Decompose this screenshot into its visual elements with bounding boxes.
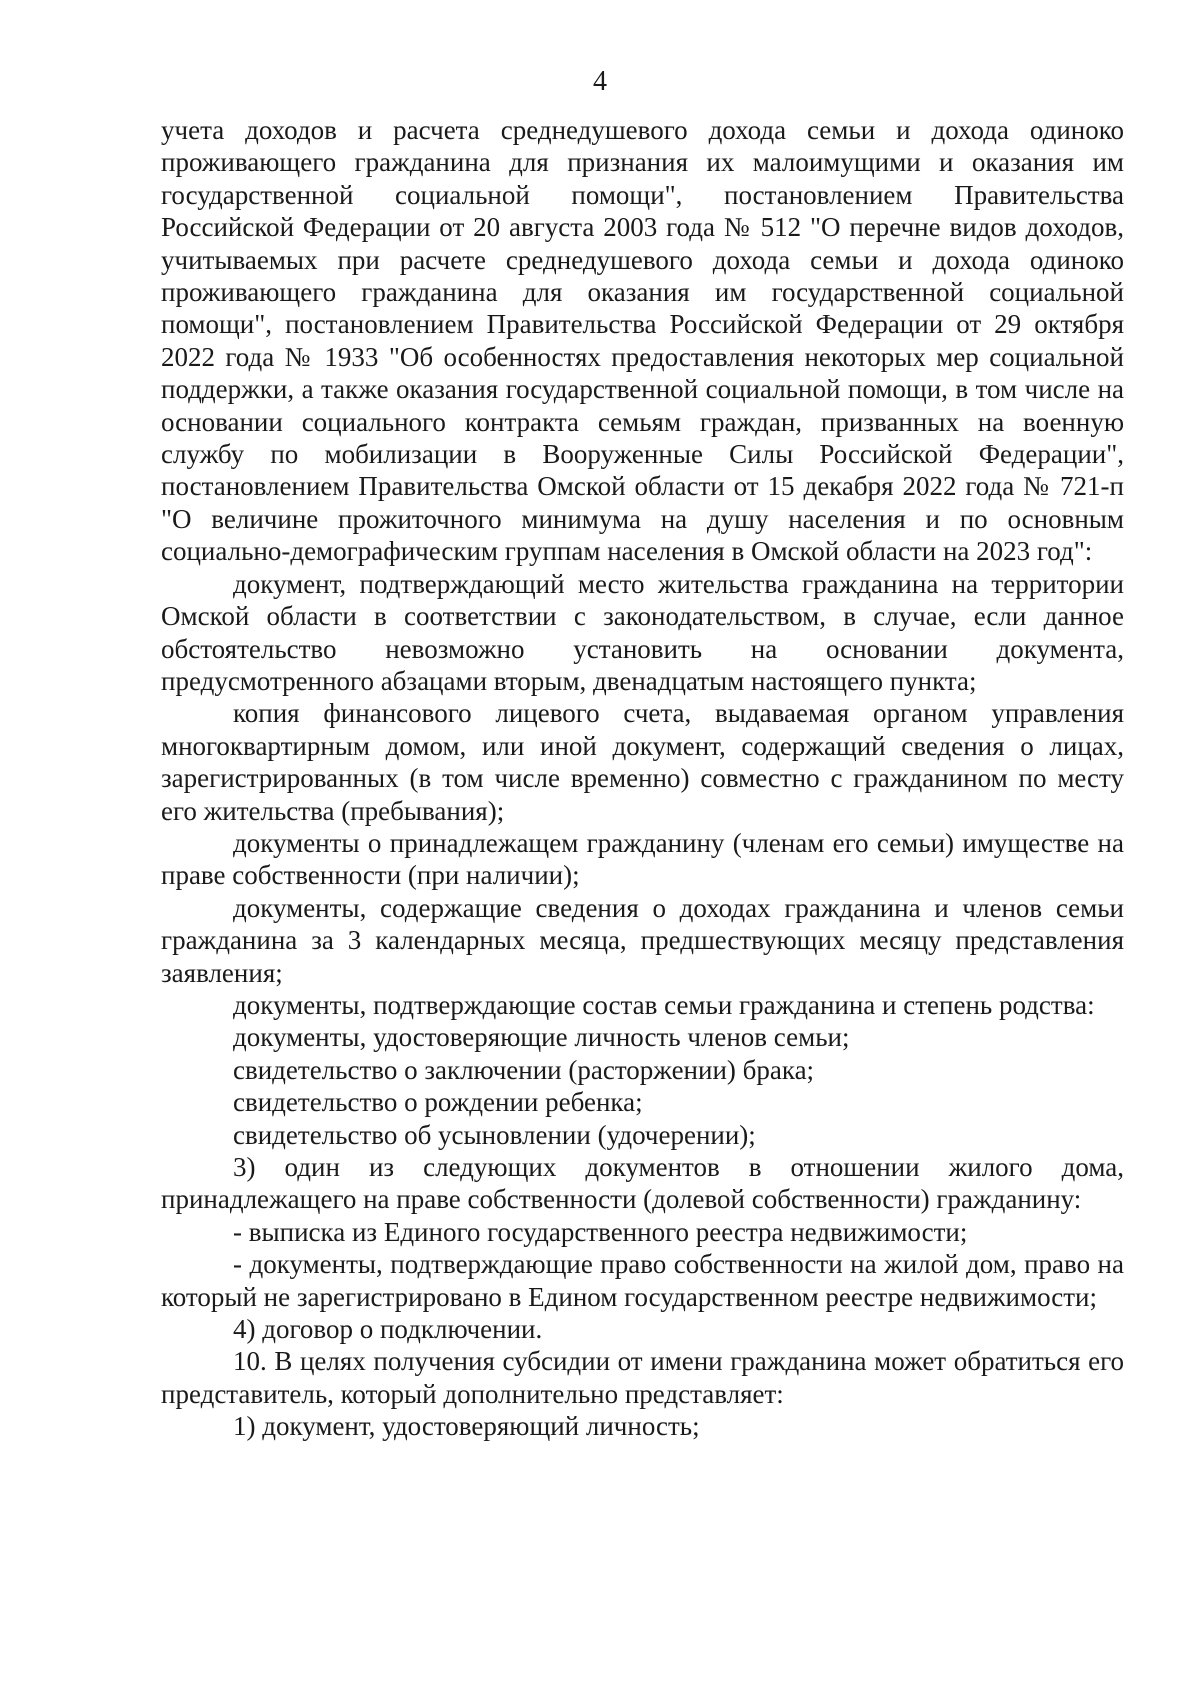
paragraph: документы, содержащие сведения о доходах гражданина и членов семьи гражданина за 3 календарных месяца, предшествующих месяцу представления заявления; [161, 892, 1124, 988]
document-body [161, 114, 1124, 1443]
paragraph: учета доходов и расчета среднедушевого дохода семьи и дохода одиноко проживающего гражданина для признания их малоимущими и оказания им государственной социальной помощи", постановлением Правительства Российской Федерации от 20 августа 2003 года № 512 "О перечне видов доходов, учитываемых при расчете среднедушевого дохода семьи и дохода одиноко проживающего гражданина для оказания им государственной социальной помощи", постановлением Правительства Российской Федерации от 29 октября 2022 года № 1933 "Об особенностях предоставления некоторых мер социальной поддержки, а также оказания государственной социальной помощи, в том числе на основании социального контракта семьям граждан, призванных на военную службу по мобилизации в Вооруженные Силы Российской Федерации", постановлением Правительства Омской области от 15 декабря 2022 года № 721-п "О величине прожиточного минимума на душу населения и по основным социально-демографическим группам населения в Омской области на 2023 год": [161, 115, 1124, 567]
paragraph: 3) один из следующих документов в отношении жилого дома, принадлежащего на праве собственности (долевой собственности) гражданину: [161, 1152, 1124, 1215]
paragraph: документ, подтверждающий место жительства гражданина на территории Омской области в соответствии с законодательством, в случае, если данное обстоятельство невозможно установить на основании документа, предусмотренного абзацами вторым, двенадцатым настоящего пункта; [161, 568, 1124, 696]
paragraph: копия финансового лицевого счета, выдаваемая органом управления многоквартирным домом, или иной документ, содержащий сведения о лицах, зарегистрированных (в том числе временно) совместно с гражданином по месту его жительства (пребывания); [161, 698, 1124, 826]
paragraph: документы, удостоверяющие личность членов семьи; [233, 1022, 850, 1053]
paragraph: свидетельство о заключении (расторжении) брака; [233, 1054, 815, 1085]
paragraph: 10. В целях получения субсидии от имени гражданина может обратиться его представитель, который дополнительно представляет: [161, 1346, 1124, 1409]
paragraph: 4) договор о подключении. [233, 1314, 543, 1345]
paragraph: свидетельство о рождении ребенка; [233, 1087, 643, 1118]
paragraph: документы, подтверждающие состав семьи гражданина и степень родства: [233, 989, 1095, 1020]
paragraph: - документы, подтверждающие право собственности на жилой дом, право на который не зарегистрировано в Едином государственном реестре недвижимости; [161, 1249, 1124, 1312]
paragraph: 1) документ, удостоверяющий личность; [233, 1411, 700, 1442]
page-number: 4 [593, 66, 607, 97]
paragraph: документы о принадлежащем гражданину (членам его семьи) имуществе на праве собственности (при наличии); [161, 827, 1124, 891]
paragraph: - выписка из Единого государственного реестра недвижимости; [233, 1216, 968, 1247]
paragraph: свидетельство об усыновлении (удочерении); [233, 1119, 756, 1150]
